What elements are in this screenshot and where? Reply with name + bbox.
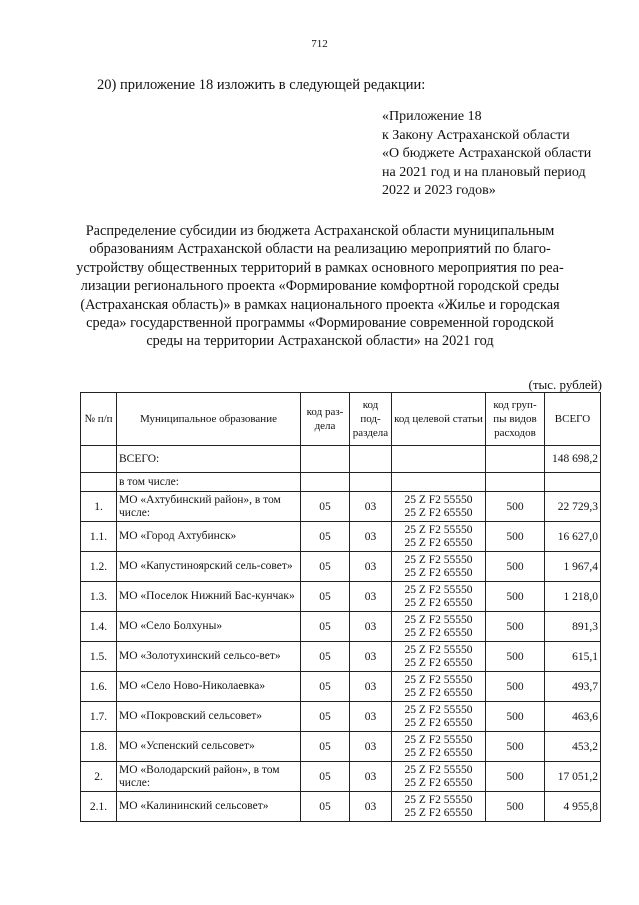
row-name: МО «Золотухинский сельсо-вет» bbox=[117, 642, 301, 672]
row-expense: 500 bbox=[486, 552, 545, 582]
row-target bbox=[392, 732, 486, 762]
target-code-2: 25 Z F2 65550 bbox=[404, 806, 473, 819]
row-name: МО «Капустиноярский сель-совет» bbox=[117, 552, 301, 582]
appendix-line: на 2021 год и на плановый период bbox=[382, 164, 586, 180]
target-code-2: 25 Z F2 65550 bbox=[404, 566, 473, 579]
row-target bbox=[392, 642, 486, 672]
row-section: 05 bbox=[301, 612, 350, 642]
appendix-line: к Закону Астраханской области bbox=[382, 127, 570, 143]
table-row bbox=[81, 522, 601, 552]
row-subsection: 03 bbox=[350, 582, 392, 612]
target-code-1: 25 Z F2 55550 bbox=[404, 583, 473, 596]
row-section: 05 bbox=[301, 762, 350, 792]
row-name: МО «Село Болхуны» bbox=[117, 612, 301, 642]
row-total: 22 729,3 bbox=[545, 492, 601, 522]
row-subsection: 03 bbox=[350, 522, 392, 552]
row-target bbox=[392, 492, 486, 522]
row-total: 463,6 bbox=[545, 702, 601, 732]
total-value: 148 698,2 bbox=[545, 446, 601, 473]
row-name: МО «Поселок Нижний Бас-кунчак» bbox=[117, 582, 301, 612]
appendix-line: «Приложение 18 bbox=[382, 109, 482, 124]
header-expense: код груп-пы видов расходов bbox=[486, 393, 545, 446]
row-subsection: 03 bbox=[350, 492, 392, 522]
row-section: 05 bbox=[301, 582, 350, 612]
page-number: 712 bbox=[311, 38, 328, 50]
row-num: 1.2. bbox=[81, 552, 117, 582]
row-name: МО «Калининский сельсовет» bbox=[117, 792, 301, 822]
table-row bbox=[81, 552, 601, 582]
row-total: 615,1 bbox=[545, 642, 601, 672]
table-row bbox=[81, 582, 601, 612]
header-total: ВСЕГО bbox=[545, 393, 601, 446]
target-code-1: 25 Z F2 55550 bbox=[404, 523, 473, 536]
row-subsection: 03 bbox=[350, 702, 392, 732]
row-subsection: 03 bbox=[350, 642, 392, 672]
target-code-2: 25 Z F2 65550 bbox=[404, 506, 473, 519]
row-subsection: 03 bbox=[350, 732, 392, 762]
intro-line: 20) приложение 18 изложить в следующей редакции: bbox=[97, 77, 426, 93]
target-code-2: 25 Z F2 65550 bbox=[404, 596, 473, 609]
table-row bbox=[81, 792, 601, 822]
row-name: МО «Успенский сельсовет» bbox=[117, 732, 301, 762]
target-code-1: 25 Z F2 55550 bbox=[404, 673, 473, 686]
row-name: МО «Село Ново-Николаевка» bbox=[117, 672, 301, 702]
target-code-2: 25 Z F2 65550 bbox=[404, 776, 473, 789]
row-num: 1.7. bbox=[81, 702, 117, 732]
heading-line: лизации регионального проекта «Формирование комфортной городской среды bbox=[80, 278, 560, 295]
target-code-1: 25 Z F2 55550 bbox=[404, 763, 473, 776]
row-target bbox=[392, 552, 486, 582]
row-target bbox=[392, 582, 486, 612]
including-label: в том числе: bbox=[117, 473, 301, 492]
target-code-1: 25 Z F2 55550 bbox=[404, 613, 473, 626]
row-expense: 500 bbox=[486, 522, 545, 552]
table-row bbox=[81, 702, 601, 732]
heading-line: образованиям Астраханской области на реализацию мероприятий по благо- bbox=[89, 241, 551, 258]
row-expense: 500 bbox=[486, 732, 545, 762]
row-name: МО «Город Ахтубинск» bbox=[117, 522, 301, 552]
row-subsection: 03 bbox=[350, 792, 392, 822]
row-target bbox=[392, 672, 486, 702]
row-num: 1.1. bbox=[81, 522, 117, 552]
including-row bbox=[81, 473, 601, 492]
table-header-row bbox=[81, 393, 601, 446]
row-num: 1.4. bbox=[81, 612, 117, 642]
table-row bbox=[81, 732, 601, 762]
target-code-2: 25 Z F2 65550 bbox=[404, 656, 473, 669]
row-num: 1.5. bbox=[81, 642, 117, 672]
row-total: 1 218,0 bbox=[545, 582, 601, 612]
row-target bbox=[392, 792, 486, 822]
header-subsection: код под-раздела bbox=[350, 393, 392, 446]
row-num: 1.8. bbox=[81, 732, 117, 762]
row-name: МО «Покровский сельсовет» bbox=[117, 702, 301, 732]
row-section: 05 bbox=[301, 732, 350, 762]
appendix-line: 2022 и 2023 годов» bbox=[382, 183, 496, 198]
row-expense: 500 bbox=[486, 672, 545, 702]
row-total: 16 627,0 bbox=[545, 522, 601, 552]
row-target bbox=[392, 702, 486, 732]
row-section: 05 bbox=[301, 702, 350, 732]
header-target: код целевой статьи bbox=[392, 393, 486, 446]
document-heading bbox=[60, 222, 580, 351]
row-expense: 500 bbox=[486, 792, 545, 822]
total-row bbox=[81, 446, 601, 473]
row-section: 05 bbox=[301, 672, 350, 702]
header-municipality: Муниципальное образование bbox=[117, 393, 301, 446]
row-section: 05 bbox=[301, 792, 350, 822]
row-num: 1.6. bbox=[81, 672, 117, 702]
row-subsection: 03 bbox=[350, 672, 392, 702]
header-num: № п/п bbox=[81, 393, 117, 446]
total-label: ВСЕГО: bbox=[117, 446, 301, 473]
target-code-2: 25 Z F2 65550 bbox=[404, 746, 473, 759]
row-total: 453,2 bbox=[545, 732, 601, 762]
table-row bbox=[81, 612, 601, 642]
row-expense: 500 bbox=[486, 762, 545, 792]
target-code-1: 25 Z F2 55550 bbox=[404, 703, 473, 716]
row-section: 05 bbox=[301, 642, 350, 672]
row-name: МО «Володарский район», в том числе: bbox=[117, 762, 301, 792]
unit-label: (тыс. рублей) bbox=[528, 377, 602, 392]
subsidy-table bbox=[80, 392, 601, 822]
row-name: МО «Ахтубинский район», в том числе: bbox=[117, 492, 301, 522]
heading-line: среды на территории Астраханской области» на 2021 год bbox=[146, 333, 494, 350]
row-section: 05 bbox=[301, 552, 350, 582]
row-section: 05 bbox=[301, 522, 350, 552]
row-subsection: 03 bbox=[350, 612, 392, 642]
row-total: 493,7 bbox=[545, 672, 601, 702]
row-expense: 500 bbox=[486, 642, 545, 672]
header-section: код раз-дела bbox=[301, 393, 350, 446]
row-total: 891,3 bbox=[545, 612, 601, 642]
row-target bbox=[392, 522, 486, 552]
table-row bbox=[81, 672, 601, 702]
table-row bbox=[81, 642, 601, 672]
heading-line: устройству общественных территорий в рамках основного мероприятия по реа- bbox=[76, 259, 564, 276]
row-num: 1.3. bbox=[81, 582, 117, 612]
row-num: 2. bbox=[81, 762, 117, 792]
table-row bbox=[81, 762, 601, 792]
row-subsection: 03 bbox=[350, 552, 392, 582]
heading-line: Распределение субсидии из бюджета Астраханской области муниципальным bbox=[85, 223, 555, 239]
row-expense: 500 bbox=[486, 582, 545, 612]
target-code-2: 25 Z F2 65550 bbox=[404, 626, 473, 639]
target-code-2: 25 Z F2 65550 bbox=[404, 716, 473, 729]
row-expense: 500 bbox=[486, 492, 545, 522]
row-num: 2.1. bbox=[81, 792, 117, 822]
heading-line: среда» государственной программы «Формирование современной городской bbox=[86, 315, 554, 332]
table-row bbox=[81, 492, 601, 522]
row-subsection: 03 bbox=[350, 762, 392, 792]
appendix-header bbox=[382, 108, 591, 201]
row-total: 4 955,8 bbox=[545, 792, 601, 822]
row-num: 1. bbox=[81, 492, 117, 522]
target-code-1: 25 Z F2 55550 bbox=[404, 643, 473, 656]
target-code-1: 25 Z F2 55550 bbox=[404, 553, 473, 566]
target-code-1: 25 Z F2 55550 bbox=[404, 793, 473, 806]
target-code-2: 25 Z F2 65550 bbox=[404, 686, 473, 699]
row-total: 1 967,4 bbox=[545, 552, 601, 582]
appendix-line: «О бюджете Астраханской области bbox=[382, 146, 592, 161]
row-section: 05 bbox=[301, 492, 350, 522]
row-target bbox=[392, 612, 486, 642]
row-expense: 500 bbox=[486, 612, 545, 642]
row-total: 17 051,2 bbox=[545, 762, 601, 792]
row-target bbox=[392, 762, 486, 792]
row-expense: 500 bbox=[486, 702, 545, 732]
target-code-1: 25 Z F2 55550 bbox=[404, 733, 473, 746]
target-code-2: 25 Z F2 65550 bbox=[404, 536, 473, 549]
target-code-1: 25 Z F2 55550 bbox=[404, 493, 473, 506]
heading-line: (Астраханская область)» в рамках национального проекта «Жилье и городская bbox=[80, 296, 560, 313]
